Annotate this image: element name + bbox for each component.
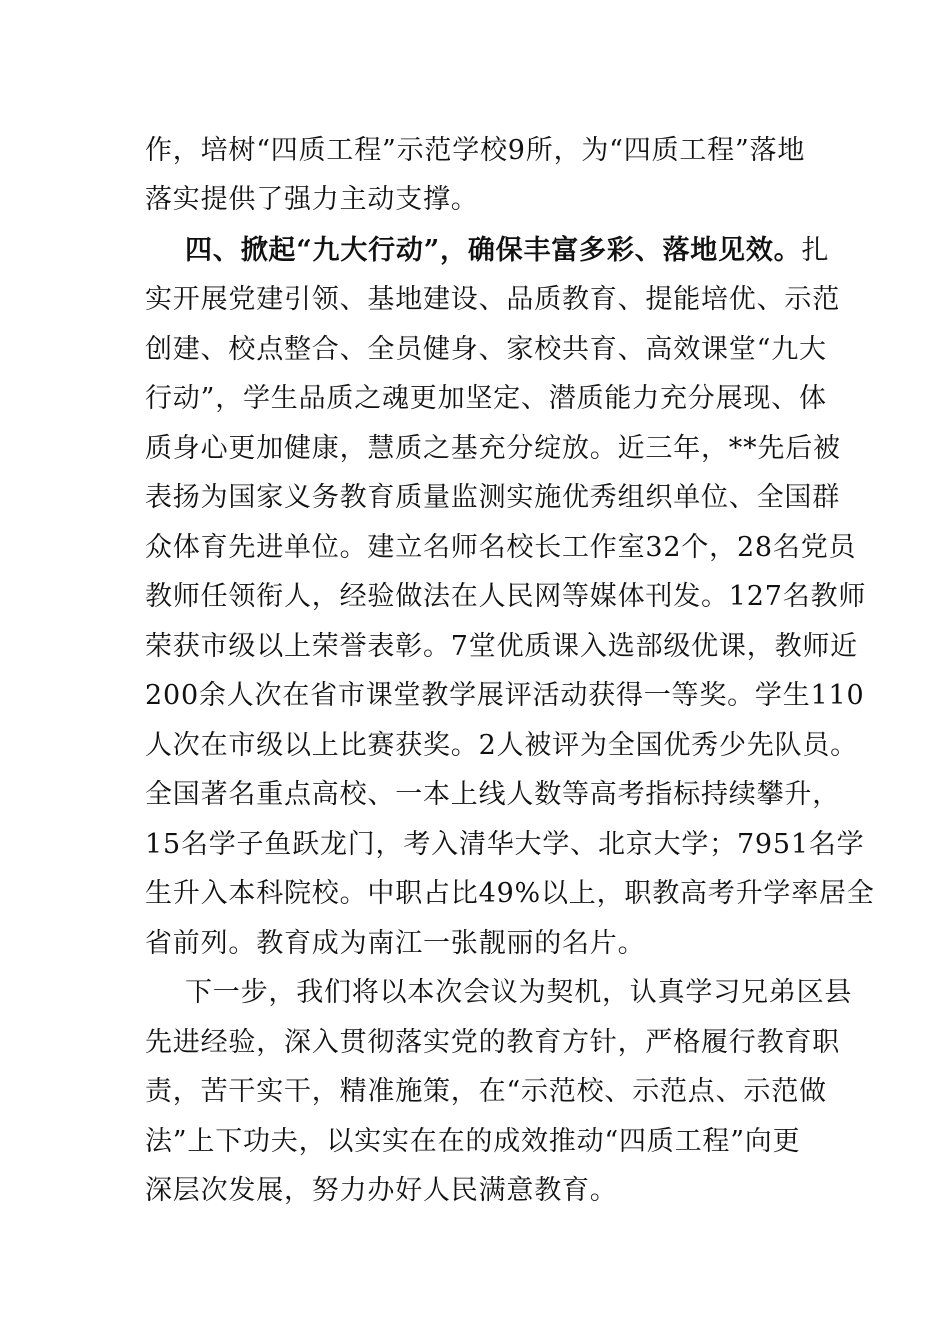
paragraph-line: 全国著名重点高校、一本上线人数等高考指标持续攀升， [145, 779, 840, 810]
paragraph-line: 人次在市级以上比赛获奖。2人被评为全国优秀少先队员。 [145, 730, 858, 761]
section-heading-line [185, 226, 830, 275]
paragraph-line: 教师任领衔人，经验做法在人民网等媒体刊发。127名教师 [145, 581, 867, 612]
section-heading: 四、掀起“九大行动”，确保丰富多彩、落地见效。 [185, 235, 802, 266]
paragraph-line: 15名学子鱼跃龙门，考入清华大学、北京大学；7951名学 [145, 829, 865, 860]
paragraph-line: 实开展党建引领、基地建设、品质教育、提能培优、示范 [145, 284, 840, 315]
paragraph-line: 先进经验，深入贯彻落实党的教育方针，严格履行教育职 [145, 1027, 840, 1058]
paragraph-line: 作，培树“四质工程”示范学校9所，为“四质工程”落地 [145, 135, 806, 166]
paragraph-line: 创建、校点整合、全员健身、家校共育、高效课堂“九大 [145, 334, 827, 365]
paragraph-line: 责，苦干实干，精准施策，在“示范校、示范点、示范做 [145, 1076, 827, 1107]
paragraph-line: 众体育先进单位。建立名师名校长工作室32个，28名党员 [145, 532, 857, 563]
closing-paragraph-first-line: 下一步，我们将以本次会议为契机，认真学习兄弟区县 [185, 977, 853, 1008]
paragraph-line: 法”上下功夫，以实实在在的成效推动“四质工程”向更 [145, 1126, 801, 1157]
paragraph-line: 200余人次在省市课堂教学展评活动获得一等奖。学生110 [145, 680, 865, 711]
paragraph-line: 行动”，学生品质之魂更加坚定、潜质能力充分展现、体 [145, 383, 827, 414]
paragraph-text: 扎 [801, 235, 830, 266]
paragraph-line: 深层次发展，努力办好人民满意教育。 [145, 1175, 618, 1206]
paragraph-line: 省前列。教育成为南江一张靓丽的名片。 [145, 928, 646, 959]
paragraph-line: 生升入本科院校。中职占比49%以上，职教高考升学率居全 [145, 878, 875, 909]
paragraph-line: 落实提供了强力主动支撑。 [145, 184, 479, 215]
paragraph-line: 表扬为国家义务教育质量监测实施优秀组织单位、全国群 [145, 482, 840, 513]
paragraph-line: 荣获市级以上荣誉表彰。7堂优质课入选部级优课，教师近 [145, 631, 858, 662]
paragraph-line: 质身心更加健康，慧质之基充分绽放。近三年，**先后被 [145, 433, 841, 464]
